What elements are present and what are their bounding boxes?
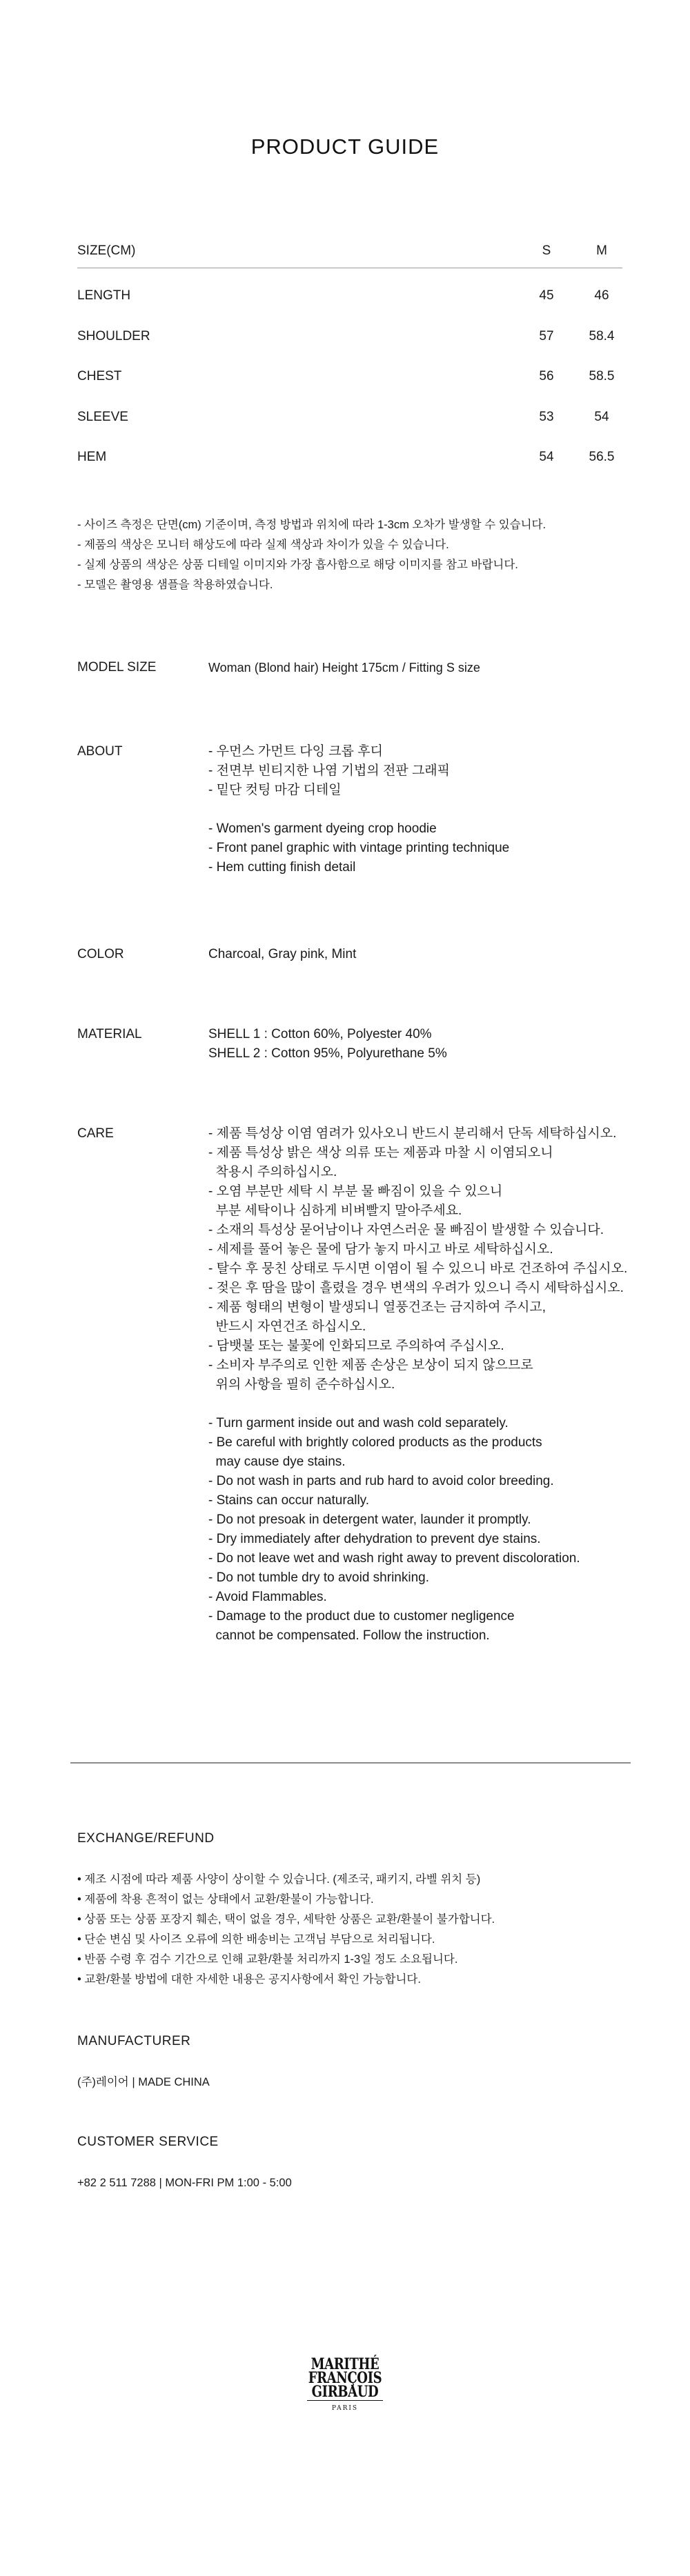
care-line: - Stains can occur naturally. bbox=[208, 1493, 370, 1508]
note-line: - 제품의 색상은 모니터 해상도에 따라 실제 색상과 차이가 있을 수 있습니다. bbox=[77, 539, 449, 551]
care-line: - Do not tumble dry to avoid shrinking. bbox=[208, 1570, 429, 1585]
care-line: - 젖은 후 땀을 많이 흘렸을 경우 변색의 우려가 있으니 즉시 세탁하십시오. bbox=[208, 1281, 624, 1295]
material-label: MATERIAL bbox=[77, 1027, 142, 1041]
care-line: - 세제를 풀어 놓은 물에 담가 놓지 마시고 바로 세탁하십시오. bbox=[208, 1242, 553, 1257]
exchange-heading: EXCHANGE/REFUND bbox=[77, 1831, 215, 1846]
care-row bbox=[77, 1124, 636, 1646]
about-label: ABOUT bbox=[77, 744, 123, 759]
size-s-value: 45 bbox=[539, 288, 554, 303]
care-line: - 소재의 특성상 묻어남이나 자연스러운 물 빠짐이 발생할 수 있습니다. bbox=[208, 1223, 604, 1237]
exchange-line: • 교환/환불 방법에 대한 자세한 내용은 공지사항에서 확인 가능합니다. bbox=[77, 1973, 421, 1986]
page-title: PRODUCT GUIDE bbox=[250, 134, 440, 159]
care-line: cannot be compensated. Follow the instruction. bbox=[208, 1628, 490, 1643]
logo-line: FRANÇOIS bbox=[308, 2369, 382, 2387]
care-line: may cause dye stains. bbox=[208, 1455, 346, 1469]
color-row bbox=[77, 945, 636, 964]
size-row-hem bbox=[77, 437, 622, 478]
logo-line: MARITHÉ bbox=[310, 2355, 379, 2373]
exchange-line: • 단순 변심 및 사이즈 오류에 의한 배송비는 고객님 부담으로 처리됩니다. bbox=[77, 1933, 435, 1946]
care-value bbox=[208, 1124, 636, 1646]
size-m-value: 54 bbox=[594, 409, 609, 424]
care-line: - Do not leave wet and wash right away to prevent discoloration. bbox=[208, 1551, 580, 1566]
care-line: - Do not wash in parts and rub hard to avoid color breeding. bbox=[208, 1474, 554, 1488]
material-row bbox=[77, 1025, 636, 1064]
note-line: - 실제 상품의 색상은 상품 디테일 이미지와 가장 흡사함으로 해당 이미지를 참고 바랍니다. bbox=[77, 559, 518, 571]
model-size-value: Woman (Blond hair) Height 175cm / Fitting S size bbox=[208, 661, 480, 675]
size-column-header: SIZE(CM) bbox=[77, 243, 136, 258]
about-line: - 밑단 컷팅 마감 디테일 bbox=[208, 783, 342, 797]
size-m-value: 58.4 bbox=[589, 328, 615, 343]
size-row-label: LENGTH bbox=[77, 288, 131, 303]
manufacturer-heading: MANUFACTURER bbox=[77, 2034, 191, 2048]
care-line: 착용시 주의하십시오. bbox=[208, 1165, 337, 1179]
note-line: - 모델은 촬영용 샘플을 착용하였습니다. bbox=[77, 579, 273, 591]
size-row-label: SLEEVE bbox=[77, 409, 128, 424]
customer-service-heading: CUSTOMER SERVICE bbox=[77, 2135, 219, 2149]
about-line: - 전면부 빈티지한 나염 기법의 전판 그래픽 bbox=[208, 763, 451, 778]
material-line: SHELL 1 : Cotton 60%, Polyester 40% bbox=[208, 1027, 432, 1041]
size-s-header: S bbox=[542, 243, 551, 258]
customer-service-value: +82 2 511 7288 | MON-FRI PM 1:00 - 5:00 bbox=[77, 2177, 292, 2189]
manufacturer-value: (주)레이어 | MADE CHINA bbox=[77, 2076, 210, 2088]
size-row-sleeve bbox=[77, 397, 622, 438]
color-label: COLOR bbox=[77, 947, 124, 961]
manufacturer-section bbox=[77, 2034, 629, 2093]
size-row-shoulder bbox=[77, 317, 622, 357]
care-line: - Be careful with brightly colored products as the products bbox=[208, 1435, 542, 1450]
size-m-value: 58.5 bbox=[589, 369, 615, 384]
size-row-label: CHEST bbox=[77, 369, 122, 384]
brand-logo bbox=[0, 2357, 690, 2412]
size-s-value: 56 bbox=[539, 369, 554, 384]
about-line: - Front panel graphic with vintage printing technique bbox=[208, 841, 510, 855]
care-label: CARE bbox=[77, 1126, 114, 1141]
exchange-line: • 제품에 착용 흔적이 없는 상태에서 교환/환불이 가능합니다. bbox=[77, 1893, 374, 1906]
care-line: - Do not presoak in detergent water, launder it promptly. bbox=[208, 1512, 531, 1527]
size-s-value: 54 bbox=[539, 450, 554, 465]
care-line: - 오염 부분만 세탁 시 부분 물 빠짐이 있을 수 있으니 bbox=[208, 1184, 503, 1199]
care-line: - Turn garment inside out and wash cold separately. bbox=[208, 1416, 509, 1430]
care-line: - Dry immediately after dehydration to prevent dye stains. bbox=[208, 1532, 541, 1546]
model-size-row bbox=[77, 658, 636, 677]
material-line: SHELL 2 : Cotton 95%, Polyurethane 5% bbox=[208, 1046, 447, 1061]
about-line: - 우먼스 가먼트 다잉 크롭 후디 bbox=[208, 744, 383, 759]
exchange-section bbox=[77, 1831, 629, 1990]
logo-line: GIRBAUD bbox=[311, 2383, 379, 2401]
about-line: - Hem cutting finish detail bbox=[208, 860, 356, 875]
care-line: 부분 세탁이나 심하게 비벼빨지 말아주세요. bbox=[208, 1204, 462, 1218]
exchange-line: • 반품 수령 후 검수 기간으로 인해 교환/환불 처리까지 1-3일 정도 소요됩니다. bbox=[77, 1953, 458, 1966]
exchange-line: • 상품 또는 상품 포장지 훼손, 택이 없을 경우, 세탁한 상품은 교환/환불이 불가합니다. bbox=[77, 1913, 495, 1926]
size-m-header: M bbox=[596, 243, 607, 258]
care-line: - Damage to the product due to customer negligence bbox=[208, 1609, 515, 1624]
exchange-line: • 제조 시점에 따라 제품 사양이 상이할 수 있습니다. (제조국, 패키지, 라벨 위치 등) bbox=[77, 1873, 481, 1886]
size-row-chest bbox=[77, 357, 622, 397]
care-line: - Avoid Flammables. bbox=[208, 1590, 327, 1604]
about-value bbox=[208, 742, 636, 877]
size-s-value: 57 bbox=[539, 328, 554, 343]
care-line: 위의 사항을 필히 준수하십시오. bbox=[208, 1377, 395, 1392]
about-row bbox=[77, 742, 636, 877]
color-value: Charcoal, Gray pink, Mint bbox=[208, 947, 357, 961]
size-m-value: 46 bbox=[594, 288, 609, 303]
section-divider bbox=[70, 1762, 631, 1764]
care-line: - 탈수 후 뭉친 상태로 두시면 이염이 될 수 있으니 바로 건조하여 주십시오. bbox=[208, 1261, 628, 1276]
size-row-length bbox=[77, 276, 622, 317]
size-table-header bbox=[77, 234, 622, 268]
care-line: - 제품 특성상 밝은 색상 의류 또는 제품과 마찰 시 이염되오니 bbox=[208, 1146, 553, 1160]
care-line: 반드시 자연건조 하십시오. bbox=[208, 1319, 366, 1334]
about-line: - Women's garment dyeing crop hoodie bbox=[208, 821, 437, 836]
size-s-value: 53 bbox=[539, 409, 554, 424]
size-table bbox=[77, 234, 622, 478]
size-row-label: SHOULDER bbox=[77, 328, 150, 343]
size-notes bbox=[77, 515, 629, 595]
care-line: - 제품 형태의 변형이 발생되니 열풍건조는 금지하여 주시고, bbox=[208, 1300, 546, 1315]
size-m-value: 56.5 bbox=[589, 450, 615, 465]
customer-service-section bbox=[77, 2135, 629, 2193]
model-size-label: MODEL SIZE bbox=[77, 660, 157, 675]
care-line: - 소비자 부주의로 인한 제품 손상은 보상이 되지 않으므로 bbox=[208, 1358, 533, 1372]
size-row-label: HEM bbox=[77, 450, 107, 465]
note-line: - 사이즈 측정은 단면(cm) 기준이며, 측정 방법과 위치에 따라 1-3cm 오차가 발생할 수 있습니다. bbox=[77, 519, 546, 531]
care-line: - 제품 특성상 이염 염려가 있사오니 반드시 분리해서 단독 세탁하십시오. bbox=[208, 1126, 617, 1141]
logo-sub: PARIS bbox=[331, 2405, 359, 2412]
care-line: - 담뱃불 또는 불꽃에 인화되므로 주의하여 주십시오. bbox=[208, 1339, 504, 1353]
